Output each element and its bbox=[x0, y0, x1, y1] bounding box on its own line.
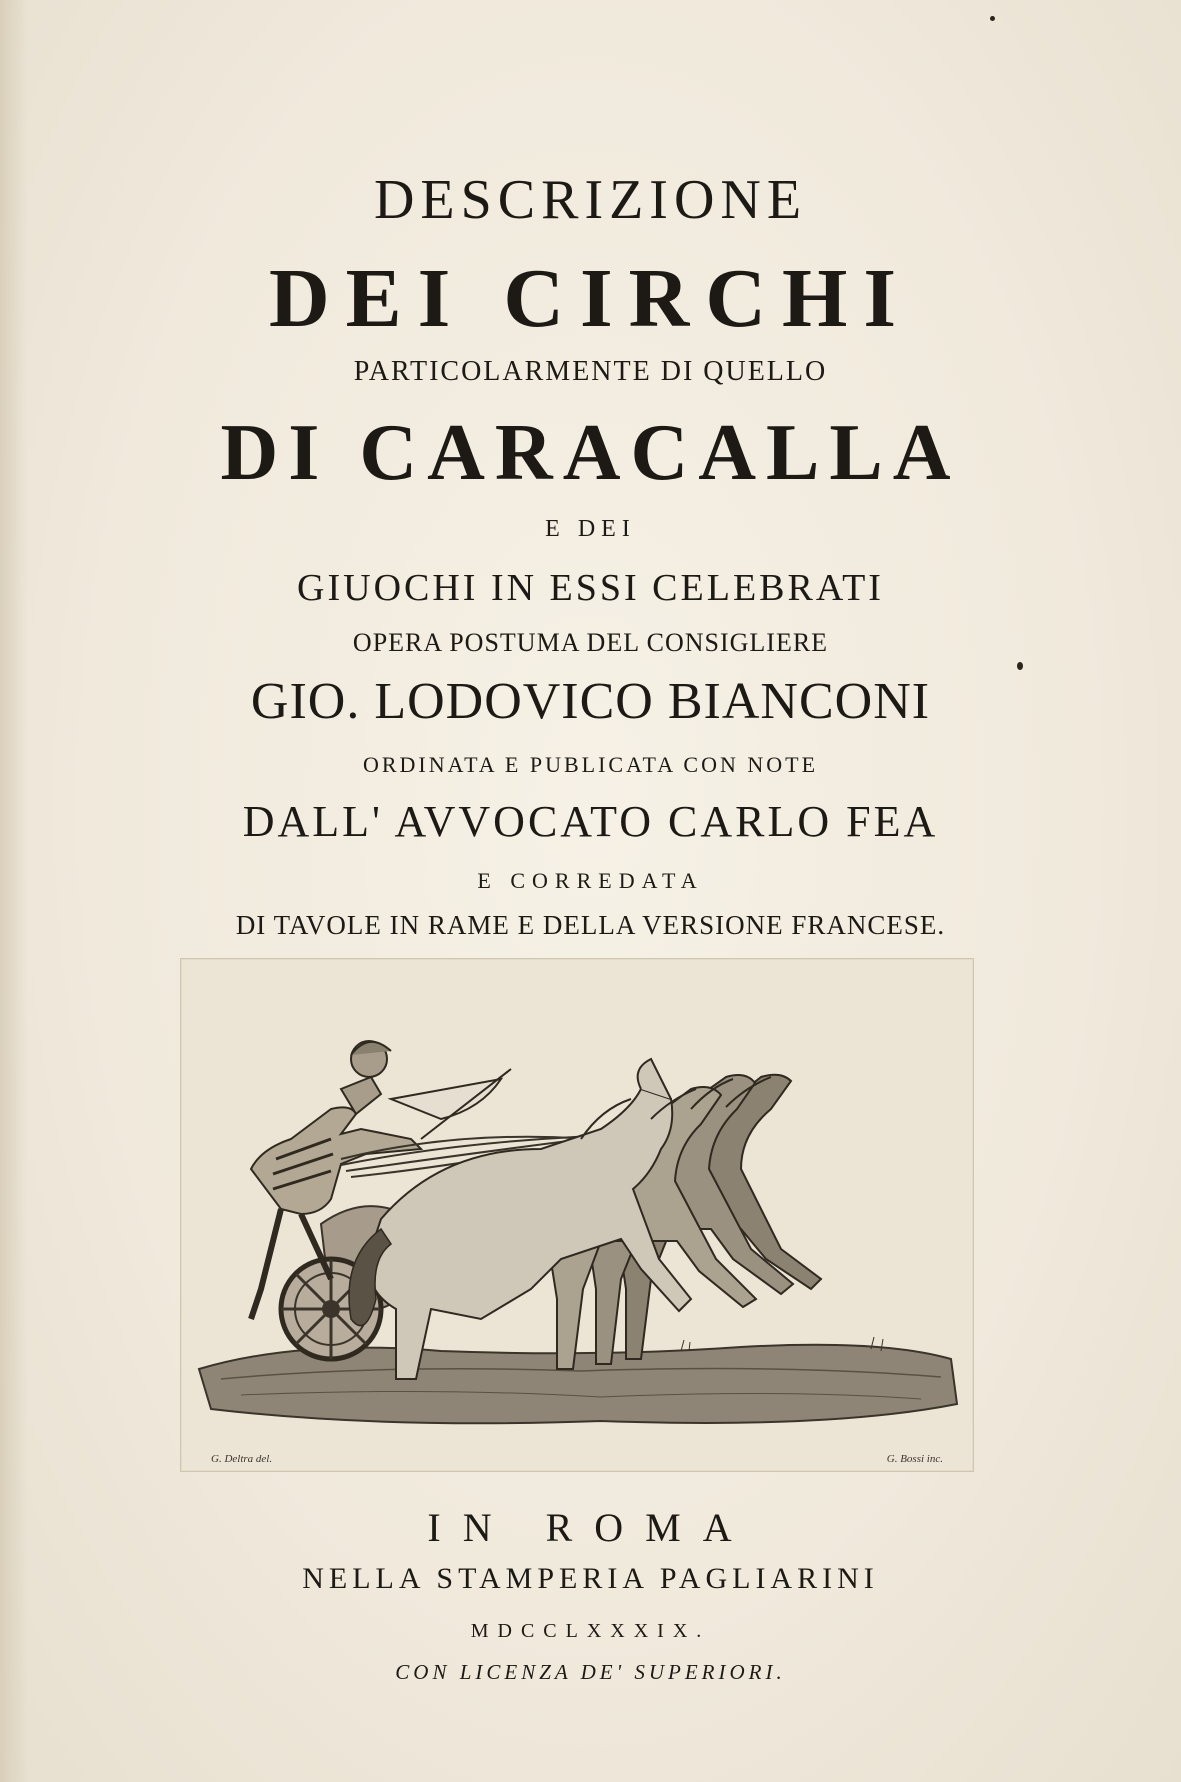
subtitle-e-dei: E DEI bbox=[545, 516, 636, 542]
subtitle-tavole: DI TAVOLE IN RAME E DELLA VERSIONE FRANCESE. bbox=[235, 910, 946, 940]
engraving-plate bbox=[180, 958, 974, 1472]
ink-spot-top bbox=[990, 16, 995, 21]
title-line-dei-circhi: DEI CIRCHI bbox=[268, 252, 913, 345]
subtitle-giuochi: GIUOCHI IN ESSI CELEBRATI bbox=[297, 567, 884, 609]
charioteer-quadriga-engraving bbox=[181, 959, 973, 1471]
imprint-place: IN ROMA bbox=[427, 1505, 754, 1550]
imprint-license: CON LICENZA DE' SUPERIORI. bbox=[395, 1660, 786, 1684]
imprint-press: NELLA STAMPERIA PAGLIARINI bbox=[302, 1562, 879, 1595]
signature-draftsman: G. Deltra del. bbox=[211, 1453, 273, 1465]
subtitle-opera-postuma: OPERA POSTUMA DEL CONSIGLIERE bbox=[352, 628, 829, 657]
subtitle-corredata: E CORREDATA bbox=[477, 868, 704, 893]
imprint-year: MDCCLXXXIX. bbox=[470, 1620, 711, 1642]
title-line-descrizione: DESCRIZIONE bbox=[373, 169, 808, 231]
ink-spot-right bbox=[1017, 662, 1023, 670]
author-name: GIO. LODOVICO BIANCONI bbox=[250, 673, 931, 730]
title-line-di-caracalla: DI CARACALLA bbox=[220, 409, 961, 497]
editor-name: DALL' AVVOCATO CARLO FEA bbox=[242, 797, 939, 846]
subtitle-ordinata: ORDINATA E PUBLICATA CON NOTE bbox=[362, 752, 819, 777]
subtitle-particolarmente: PARTICOLARMENTE DI QUELLO bbox=[353, 356, 828, 387]
signature-engraver: G. Bossi inc. bbox=[886, 1453, 943, 1465]
